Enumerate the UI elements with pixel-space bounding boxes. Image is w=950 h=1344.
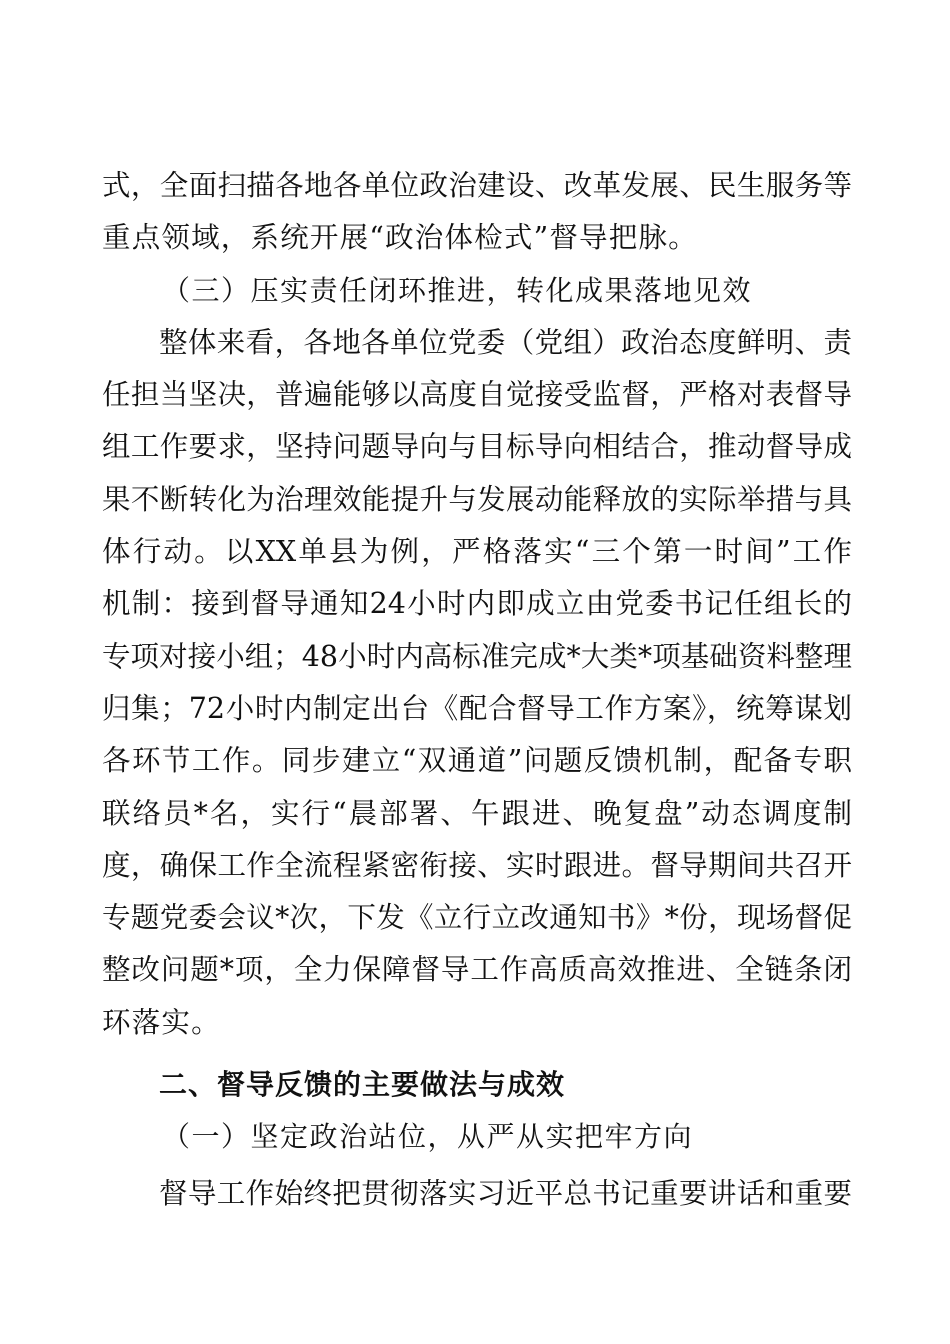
body-line: 归集；72小时内制定出台《配合督导工作方案》，统筹谋划 (102, 691, 852, 725)
section-heading: 二、督导反馈的主要做法与成效 (159, 1068, 566, 1102)
body-line: 环落实。 (102, 1005, 221, 1039)
body-line: 果不断转化为治理效能提升与发展动能释放的实际举措与具 (102, 482, 852, 516)
body-line: 联络员*名，实行“晨部署、午跟进、晚复盘”动态调度制 (102, 796, 852, 830)
body-line: 任担当坚决，普遍能够以高度自觉接受监督，严格对表督导 (102, 378, 852, 412)
body-line: 督导工作始终把贯彻落实习近平总书记重要讲话和重要 (159, 1176, 852, 1210)
body-line: 各环节工作。同步建立“双通道”问题反馈机制，配备专职 (102, 744, 852, 778)
subsection-heading: （三）压实责任闭环推进，转化成果落地见效 (162, 273, 753, 307)
body-line: 重点领域，系统开展“政治体检式”督导把脉。 (102, 221, 698, 255)
body-line: 式，全面扫描各地各单位政治建设、改革发展、民生服务等 (102, 169, 852, 202)
body-line: 整改问题*项，全力保障督导工作高质高效推进、全链条闭 (102, 953, 852, 987)
body-line: 专项对接小组；48小时内高标准完成*大类*项基础资料整理 (102, 639, 852, 673)
body-line: 度，确保工作全流程紧密衔接、实时跟进。督导期间共召开 (102, 848, 852, 882)
subsection-heading: （一）坚定政治站位，从严从实把牢方向 (162, 1120, 694, 1154)
body-line: 组工作要求，坚持问题导向与目标导向相结合，推动督导成 (102, 430, 852, 464)
body-line: 专题党委会议*次，下发《立行立改通知书》*份，现场督促 (102, 901, 852, 935)
body-line: 整体来看，各地各单位党委（党组）政治态度鲜明、责 (159, 325, 852, 359)
body-line: 机制：接到督导通知24小时内即成立由党委书记任组长的 (102, 587, 852, 621)
body-line: 体行动。以XX单县为例，严格落实“三个第一时间”工作 (102, 535, 852, 569)
document-page (102, 160, 852, 1220)
